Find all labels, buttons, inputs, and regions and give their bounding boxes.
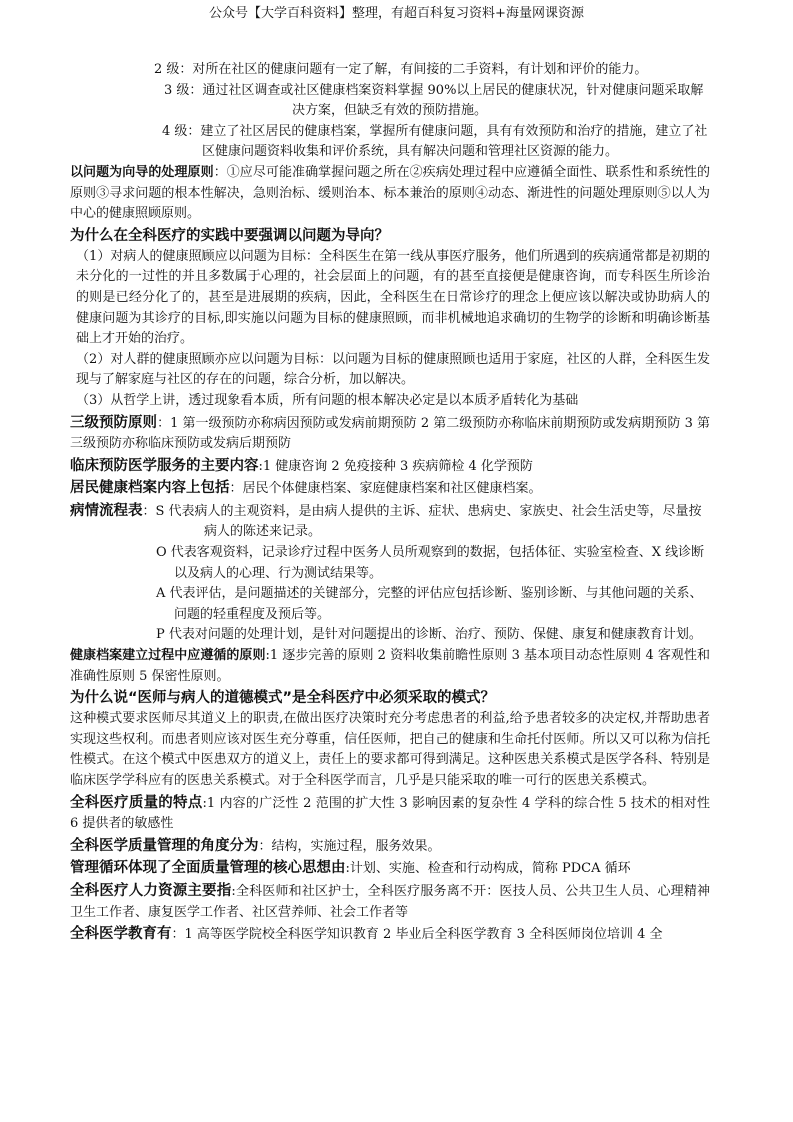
level-3-item: 3 级：通过社区调查或社区健康档案资料掌握 90%以上居民的健康状况，针对健康问题采取解决方案，但缺乏有效的预防措施。 [164, 82, 704, 119]
archive-paragraph [70, 646, 710, 687]
education-text: ：1 高等医学院校全科医学知识教育 2 毕业后全科医学教育 3 全科医师岗位培训 4 全 [171, 927, 663, 943]
prevention-text: ：1 第一级预防亦称病因预防或发病前期预防 2 第二级预防亦称临床前期预防或发病期预防 3 第三级预防亦称临床预防或发病后期预防 [70, 415, 711, 452]
clinical-text: :1 健康咨询 2 免疫接种 3 疾病筛检 4 化学预防 [258, 458, 533, 474]
ethics-text: 这种模式要求医师尽其道义上的职责,在做出医疗决策时充分考虑患者的利益,给予患者较多的决定权,并帮助患者实现这些权利。而患者则应该对医生充分尊重，信任医师，把自己的健康和生命托付医师。所以又可以称为信托性模式。在这个模式中医患双方的道义上，责任上的要求都可得到满足。这种医患关系模式是医学各科、特别是临床医学学科应有的医患关系模式。对于全科医学而言，几乎是只能采取的唯一可行的医患关系模式。 [70, 711, 710, 788]
clinical-paragraph [70, 455, 710, 478]
why-problem-p3: （3）从哲学上讲，透过现象看本质，所有问题的根本解决必定是以本质矛盾转化为基础 [76, 392, 579, 408]
quality-text: :1 内容的广泛性 2 范围的扩大性 3 影响因素的复杂性 4 学科的综合性 5 技术的相对性 6 提供者的敏感性 [70, 795, 711, 832]
level-2-item: 2 级：对所在社区的健康问题有一定了解，有间接的二手资料，有计划和评价的能力。 [154, 62, 648, 77]
pdca-text: :计划、实施、检查和行动构成，简称 PDCA 循环 [345, 861, 631, 877]
pdca-label: 管理循环体现了全面质量管理的核心思想由 [70, 860, 346, 877]
archive-label: 健康档案建立过程中应遵循的原则 [70, 648, 266, 664]
records-paragraph [70, 477, 710, 500]
soap-s-paragraph [70, 500, 710, 543]
hr-text: :全科医师和社区护士，全科医疗服务离不开：医技人员、公共卫生人员、心理精神卫生工作者、康复医学工作者、社区营养师、社会工作者等 [70, 883, 710, 920]
principle-paragraph [70, 163, 710, 225]
hr-label: 全科医疗人力资源主要指 [70, 882, 232, 899]
education-label: 全科医学教育有 [70, 926, 172, 943]
hr-paragraph [70, 880, 710, 923]
soap-s-text: ：S 代表病人的主观资料，是由病人提供的主诉、症状、患病史、家族史、社会生活史等，尽量按病人的陈述来记录。 [142, 503, 702, 540]
principle-text: ：①应尽可能准确掌握问题之所在②疾病处理过程中应遵循全面性、联系性和系统性的原则③寻求问题的根本性解决，急则治标、缓则治本、标本兼治的原则④动态、渐进性的问题处理原则⑤以人为中心的健康照顾原则。 [70, 164, 710, 222]
soap-p-paragraph: P 代表对问题的处理计划，是针对问题提出的诊断、治疗、预防、保健、康复和健康教育计划。 [156, 627, 702, 643]
quality-label: 全科医疗质量的特点 [70, 794, 203, 811]
quality-paragraph [70, 792, 710, 835]
level-4-item: 4 级：建立了社区居民的健康档案，掌握所有健康问题，具有有效预防和治疗的措施，建立了社区健康问题资料收集和评价系统，具有解决问题和管理社区资源的能力。 [162, 123, 708, 160]
why-problem-p1: （1）对病人的健康照顾应以问题为目标：全科医生在第一线从事医疗服务，他们所遇到的疾病通常都是初期的未分化的一过性的并且多数属于心理的，社会层面上的问题，有的甚至直接便是健康咨询，而专科医生所诊治的则是已经分化了的，甚至是进展期的疾病，因此，全科医生在日常诊疗的理念上便应该以解决或协助病人的健康问题为其诊疗的目标,即实施以问题为目标的健康照顾，而非机械地追求确切的生物学的诊断和明确诊断基础上才开始的治疗。 [76, 248, 710, 347]
document-body [70, 60, 710, 946]
why-problem-p2: （2）对人群的健康照顾亦应以问题为目标：以问题为目标的健康照顾也适用于家庭，社区的人群，全科医生发现与了解家庭与社区的存在的问题，综合分析，加以解决。 [76, 351, 710, 388]
soap-a-paragraph: A 代表评估，是问题描述的关键部分，完整的评估应包括诊断、鉴别诊断、与其他问题的关系、问题的轻重程度及预后等。 [156, 586, 703, 622]
quality-mgmt-text: ：结构，实施过程，服务效果。 [258, 838, 441, 854]
page-header: 公众号【大学百科资料】整理，有超百科复习资料+海量网课资源 [209, 6, 584, 21]
prevention-paragraph [70, 412, 710, 455]
pdca-paragraph [70, 857, 710, 880]
principle-label: 以问题为向导的处理原则 [70, 164, 214, 180]
records-text: ：居民个体健康档案、家庭健康档案和社区健康档案。 [229, 481, 542, 497]
quality-mgmt-paragraph [70, 835, 710, 858]
records-label: 居民健康档案内容上包括 [70, 480, 230, 497]
quality-mgmt-label: 全科医学质量管理的角度分为 [70, 837, 259, 854]
archive-text: :1 逐步完善的原则 2 资料收集前瞻性原则 3 基本项目动态性原则 4 客观性和准确性原则 5 保密性原则。 [70, 648, 710, 684]
clinical-label: 临床预防医学服务的主要内容 [70, 457, 259, 474]
why-problem-heading: 为什么在全科医疗的实践中要强调以问题为导向？ [70, 227, 389, 244]
ethics-heading: 为什么说“医师与病人的道德模式”是全科医疗中必须采取的模式？ [70, 690, 496, 707]
soap-label: 病情流程表 [70, 502, 143, 519]
prevention-label: 三级预防原则 [70, 414, 158, 431]
education-paragraph [70, 923, 710, 946]
soap-o-paragraph: O 代表客观资料，记录诊疗过程中医务人员所观察到的数据，包括体征、实验室检查、X 线诊断以及病人的心理、行为测试结果等。 [156, 545, 705, 581]
